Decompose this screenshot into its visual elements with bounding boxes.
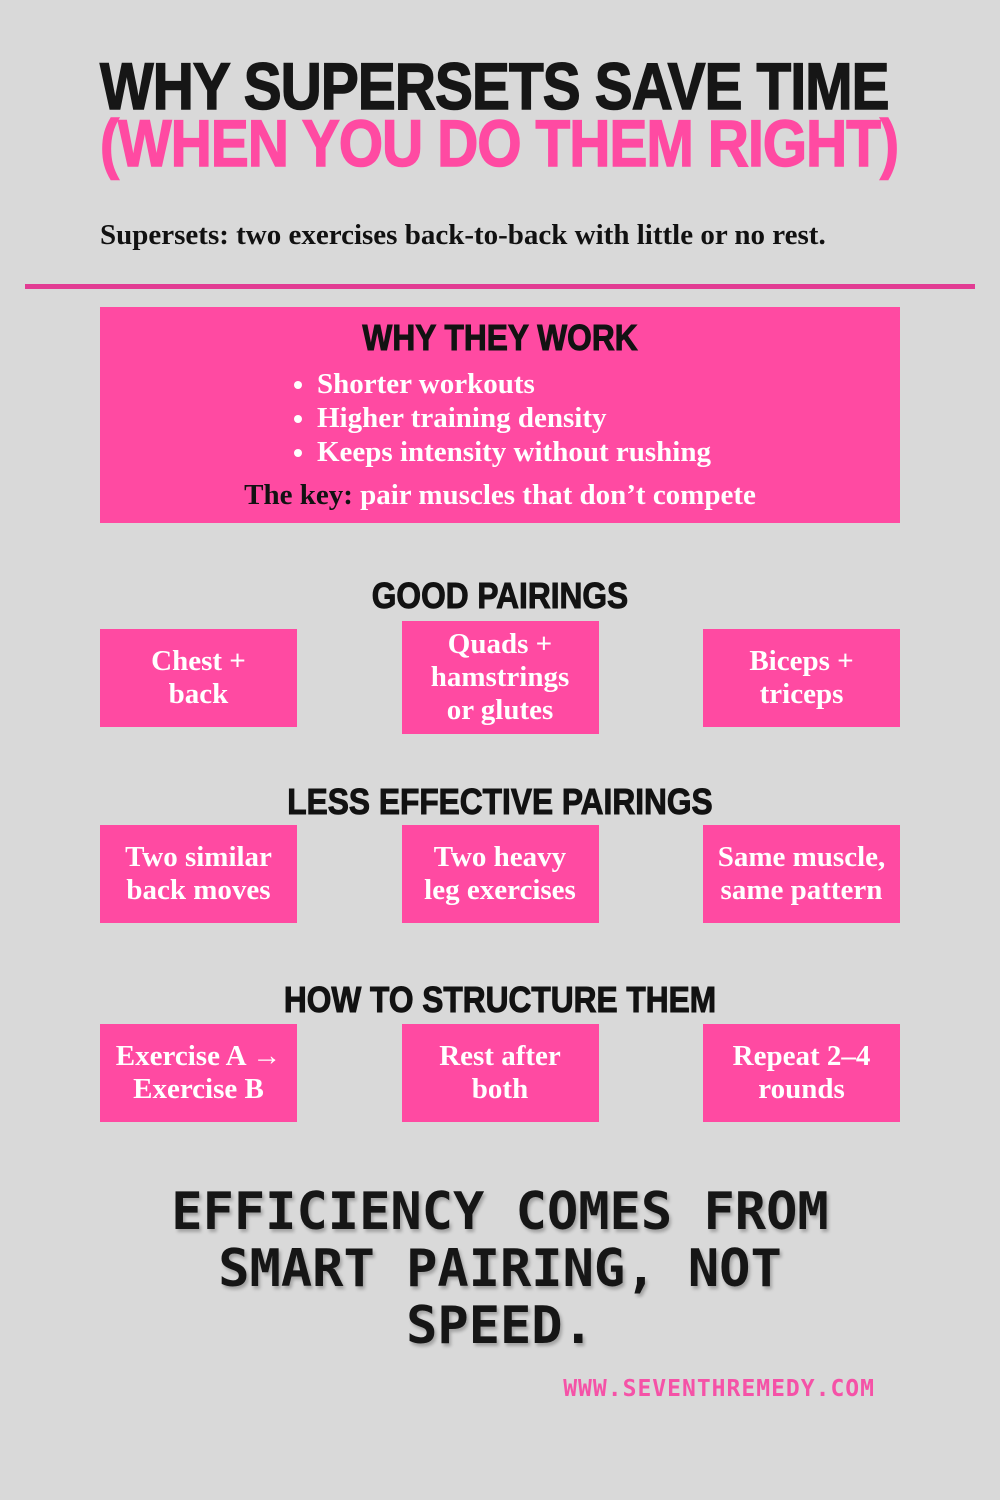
card-two-similar-back: [100, 825, 297, 923]
card-row-less-effective: [100, 825, 900, 923]
section-heading-good-pairings: GOOD PAIRINGS: [371, 575, 629, 616]
why-box-heading: WHY THEY WORK: [362, 317, 638, 358]
card-two-heavy-leg: [402, 825, 599, 923]
card-biceps-triceps: [703, 629, 900, 727]
why-bullet-list: [289, 367, 711, 469]
card-exercise-a-b: [100, 1024, 297, 1122]
card-same-muscle-pattern: [703, 825, 900, 923]
section-heading-less-effective: LESS EFFECTIVE PAIRINGS: [287, 781, 713, 822]
website-url: WWW.SEVENTHREMEDY.COM: [563, 1376, 875, 1402]
key-line: [120, 477, 880, 513]
card-row-good-pairings: [100, 621, 900, 734]
bullet-item: [317, 435, 711, 469]
section-heading-structure: HOW TO STRUCTURE THEM: [283, 979, 717, 1020]
why-they-work-box: [100, 307, 900, 523]
card-repeat-rounds: [703, 1024, 900, 1122]
bullet-item: [317, 367, 711, 401]
subtitle: Supersets: two exercises back-to-back with little or no rest.: [100, 219, 826, 251]
card-text: Two heavy leg exercises: [424, 841, 576, 906]
card-row-structure: [100, 1024, 900, 1122]
card-chest-back: [100, 629, 297, 727]
card-text: Two similar back moves: [125, 841, 272, 906]
bullet-text: Higher training density: [317, 402, 607, 434]
bullet-text: Shorter workouts: [317, 368, 535, 400]
closing-statement: EFFICIENCY COMES FROM SMART PAIRING, NOT SPEED.: [171, 1182, 829, 1356]
card-text: Chest + back: [151, 644, 246, 710]
bullet-item: [317, 401, 711, 435]
card-text: Quads + hamstrings or glutes: [430, 628, 570, 726]
key-label: The key:: [244, 479, 353, 511]
card-text: Same muscle, same pattern: [717, 841, 886, 906]
card-text: Repeat 2–4 rounds: [732, 1040, 871, 1105]
card-text: Biceps + triceps: [749, 644, 854, 710]
title-black-segment: WHY SUPERSETS SAVE TIME: [100, 49, 889, 123]
card-rest-after-both: [402, 1024, 599, 1122]
title-pink-segment: (WHEN YOU DO THEM RIGHT): [100, 106, 899, 180]
divider-line: [25, 284, 975, 289]
bullet-text: Keeps intensity without rushing: [317, 436, 711, 468]
key-text: pair muscles that don’t compete: [360, 479, 756, 511]
card-quads-hamstrings: [402, 621, 599, 734]
card-text: Rest after both: [439, 1040, 561, 1105]
page-title: [100, 49, 900, 180]
card-text: Exercise A → Exercise B: [115, 1040, 282, 1105]
